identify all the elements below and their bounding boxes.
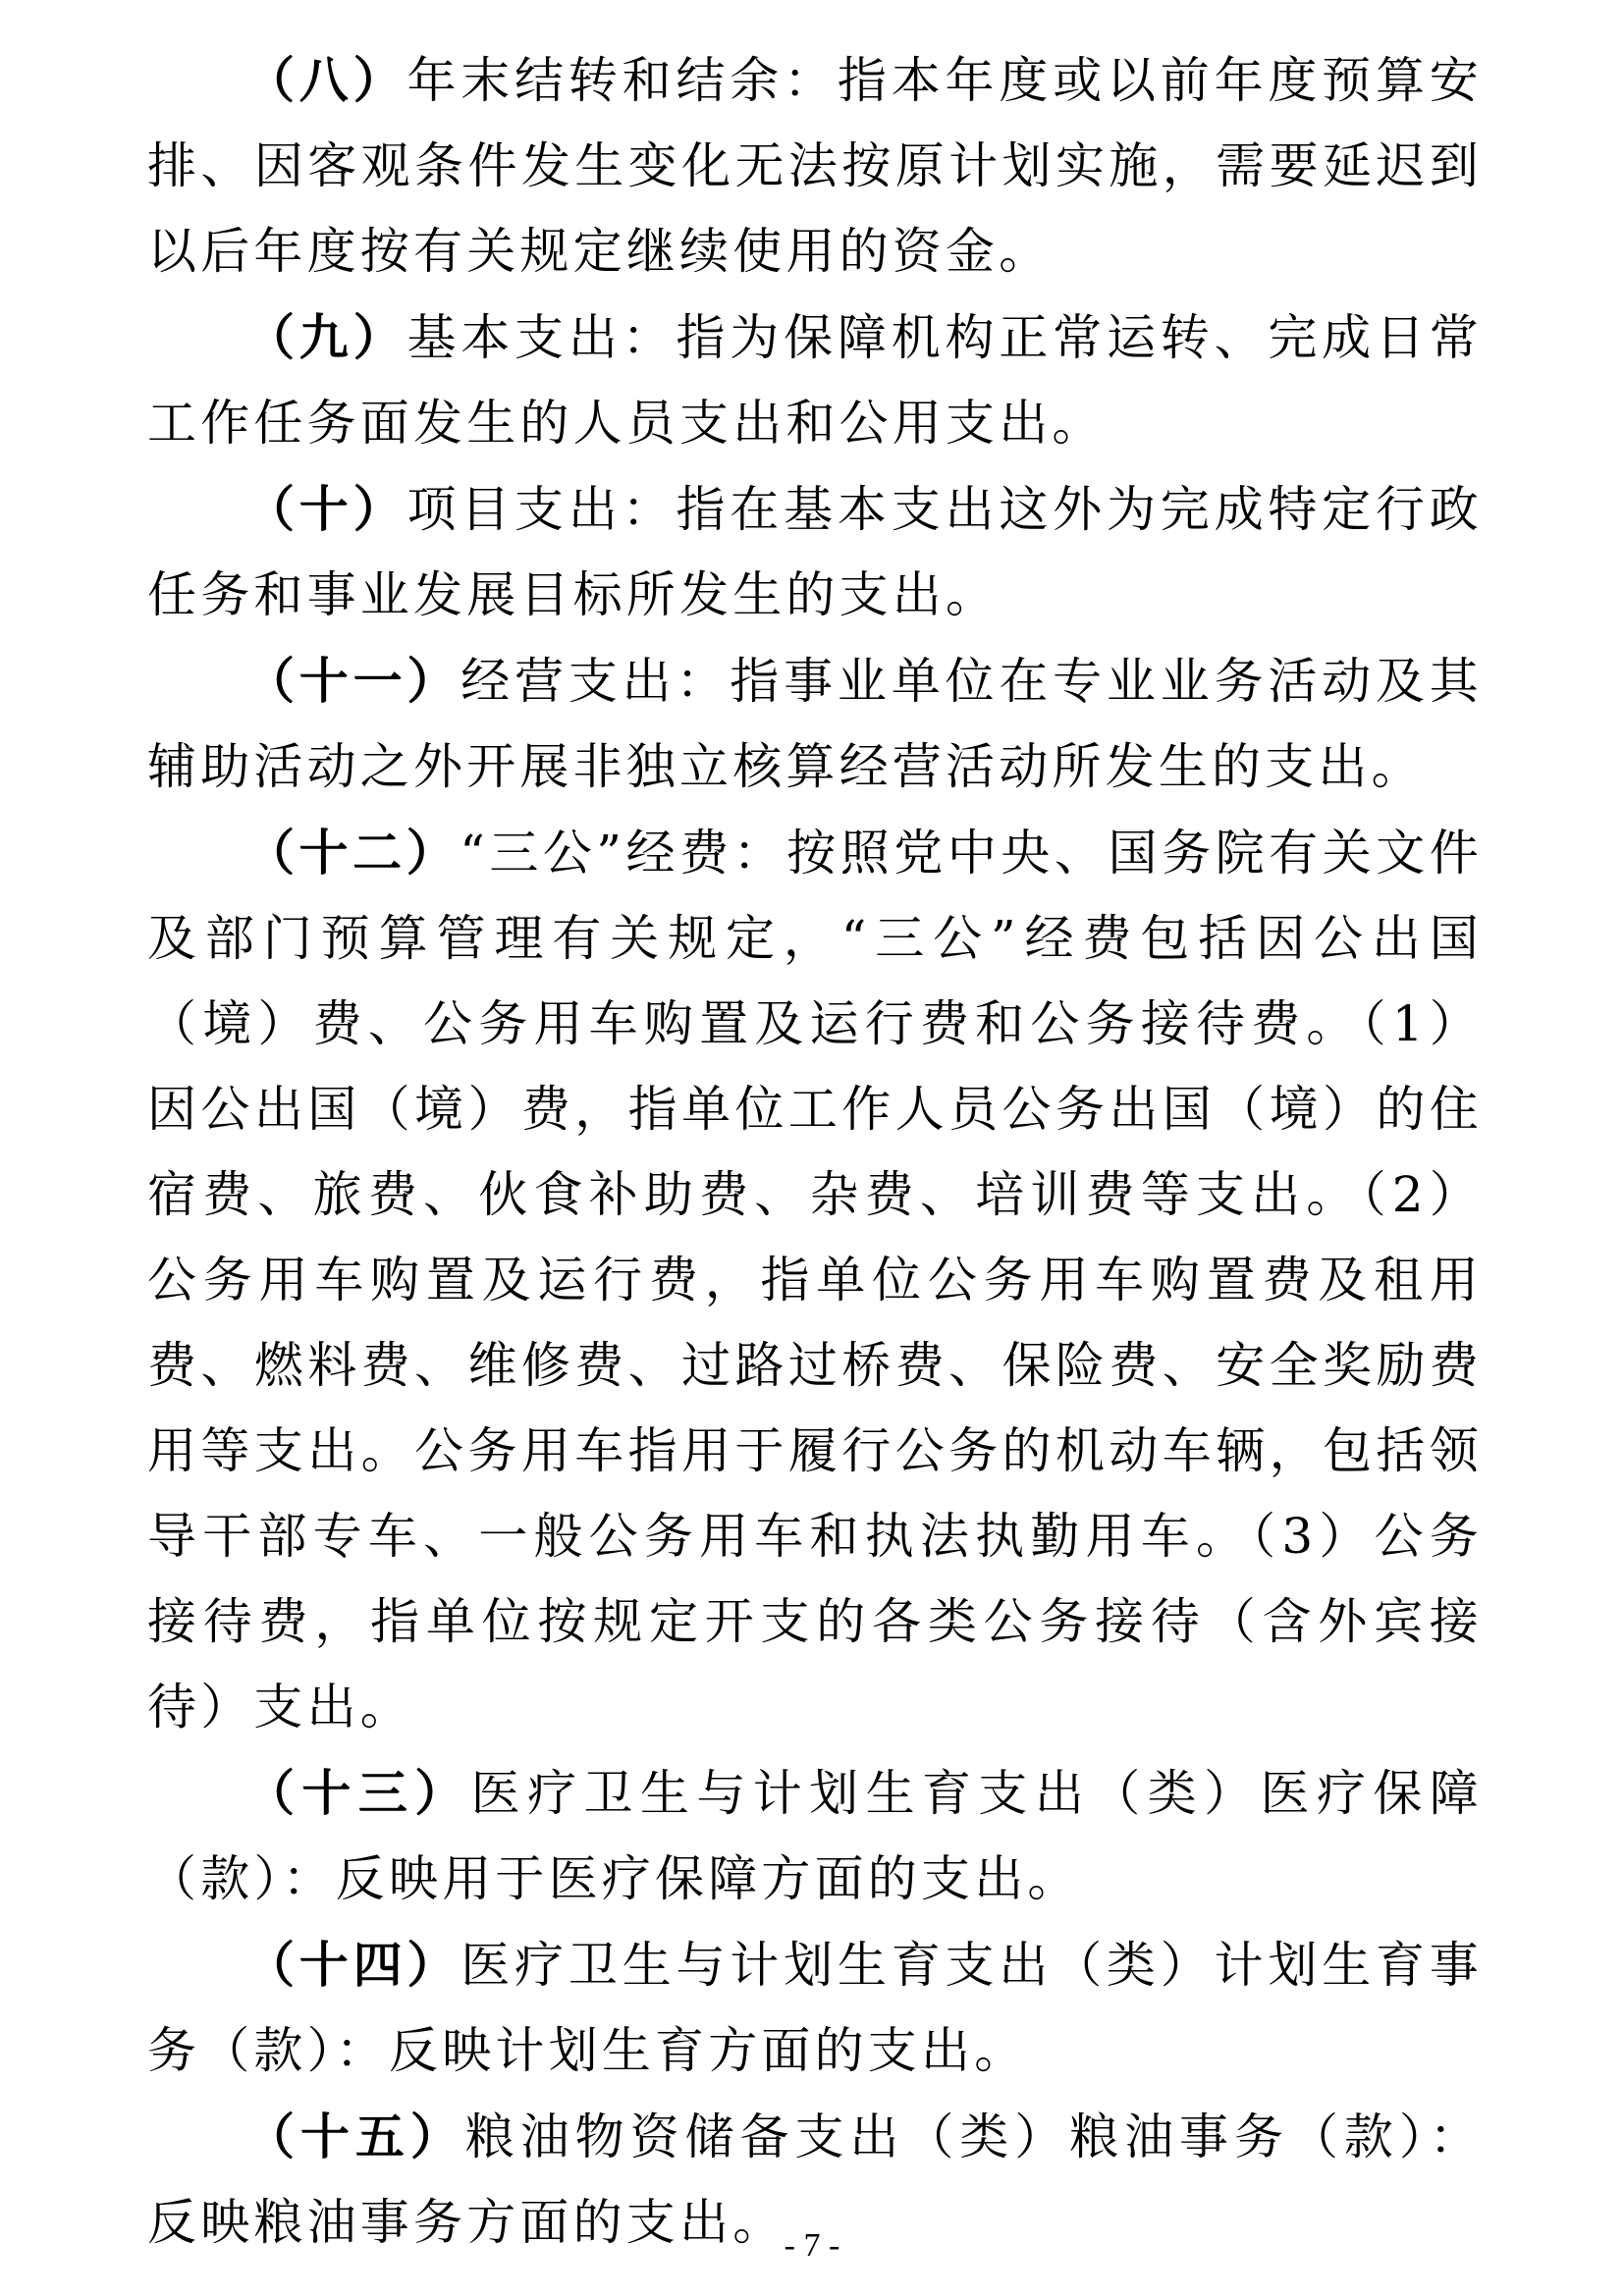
paragraph-13-text: 医疗卫生与计划生育支出（类）医疗保障（款）：反映用于医疗保障方面的支出。 [147,1765,1483,1907]
paragraph-15-text: 粮油物资储备支出（类）粮油事务（款）：反映粮油事务方面的支出。 [147,2109,1483,2251]
paragraph-14-label: （十四） [245,1936,461,1994]
paragraph-11-label: （十一） [245,652,461,710]
paragraph-13 [147,1750,1483,1922]
paragraph-8 [147,37,1483,294]
paragraph-12-label: （十二） [245,824,460,881]
paragraph-8-label: （八） [245,51,407,109]
paragraph-12 [147,810,1483,1750]
paragraph-14 [147,1922,1483,2094]
paragraph-10 [147,466,1483,638]
paragraph-13-label: （十三） [245,1764,471,1822]
paragraph-12-text: “三公”经费：按照党中央、国务院有关文件及部门预算管理有关规定，“三公”经费包括因公出国（境）费、公务用车购置及运行费和公务接待费。（1）因公出国（境）费，指单位工作人员公务出国（境）的住宿费、旅费、伙食补助费、杂费、培训费等支出。（2）公务用车购置及运行费，指单位公务用车购置费及租用费、燃料费、维修费、过路过桥费、保险费、安全奖励费用等支出。公务用车指用于履行公务的机动车辆，包括领导干部专车、一般公务用车和执法执勤用车。（3）公务接待费，指单位按规定开支的各类公务接待（含外宾接待）支出。 [147,825,1483,1735]
paragraph-14-text: 医疗卫生与计划生育支出（类）计划生育事务（款）：反映计划生育方面的支出。 [147,1937,1483,2079]
paragraph-9-label: （九） [245,308,407,366]
paragraph-15-label: （十五） [245,2108,465,2165]
paragraph-8-text: 年末结转和结余：指本年度或以前年度预算安排、因客观条件发生变化无法按原计划实施，需要延迟到以后年度按有关规定继续使用的资金。 [147,52,1484,280]
paragraph-9-text: 基本支出：指为保障机构正常运转、完成日常工作任务面发生的人员支出和公用支出。 [147,309,1484,452]
page-number: - 7 - [784,2227,840,2264]
paragraph-10-text: 项目支出：指在基本支出这外为完成特定行政任务和事业发展目标所发生的支出。 [147,481,1484,623]
paragraph-11 [147,638,1483,810]
paragraph-11-text: 经营支出：指事业单位在专业业务活动及其辅助活动之外开展非独立核算经营活动所发生的支出。 [147,653,1483,795]
paragraph-10-label: （十） [245,480,407,538]
paragraph-9 [147,294,1483,466]
document-body [147,37,1483,2266]
